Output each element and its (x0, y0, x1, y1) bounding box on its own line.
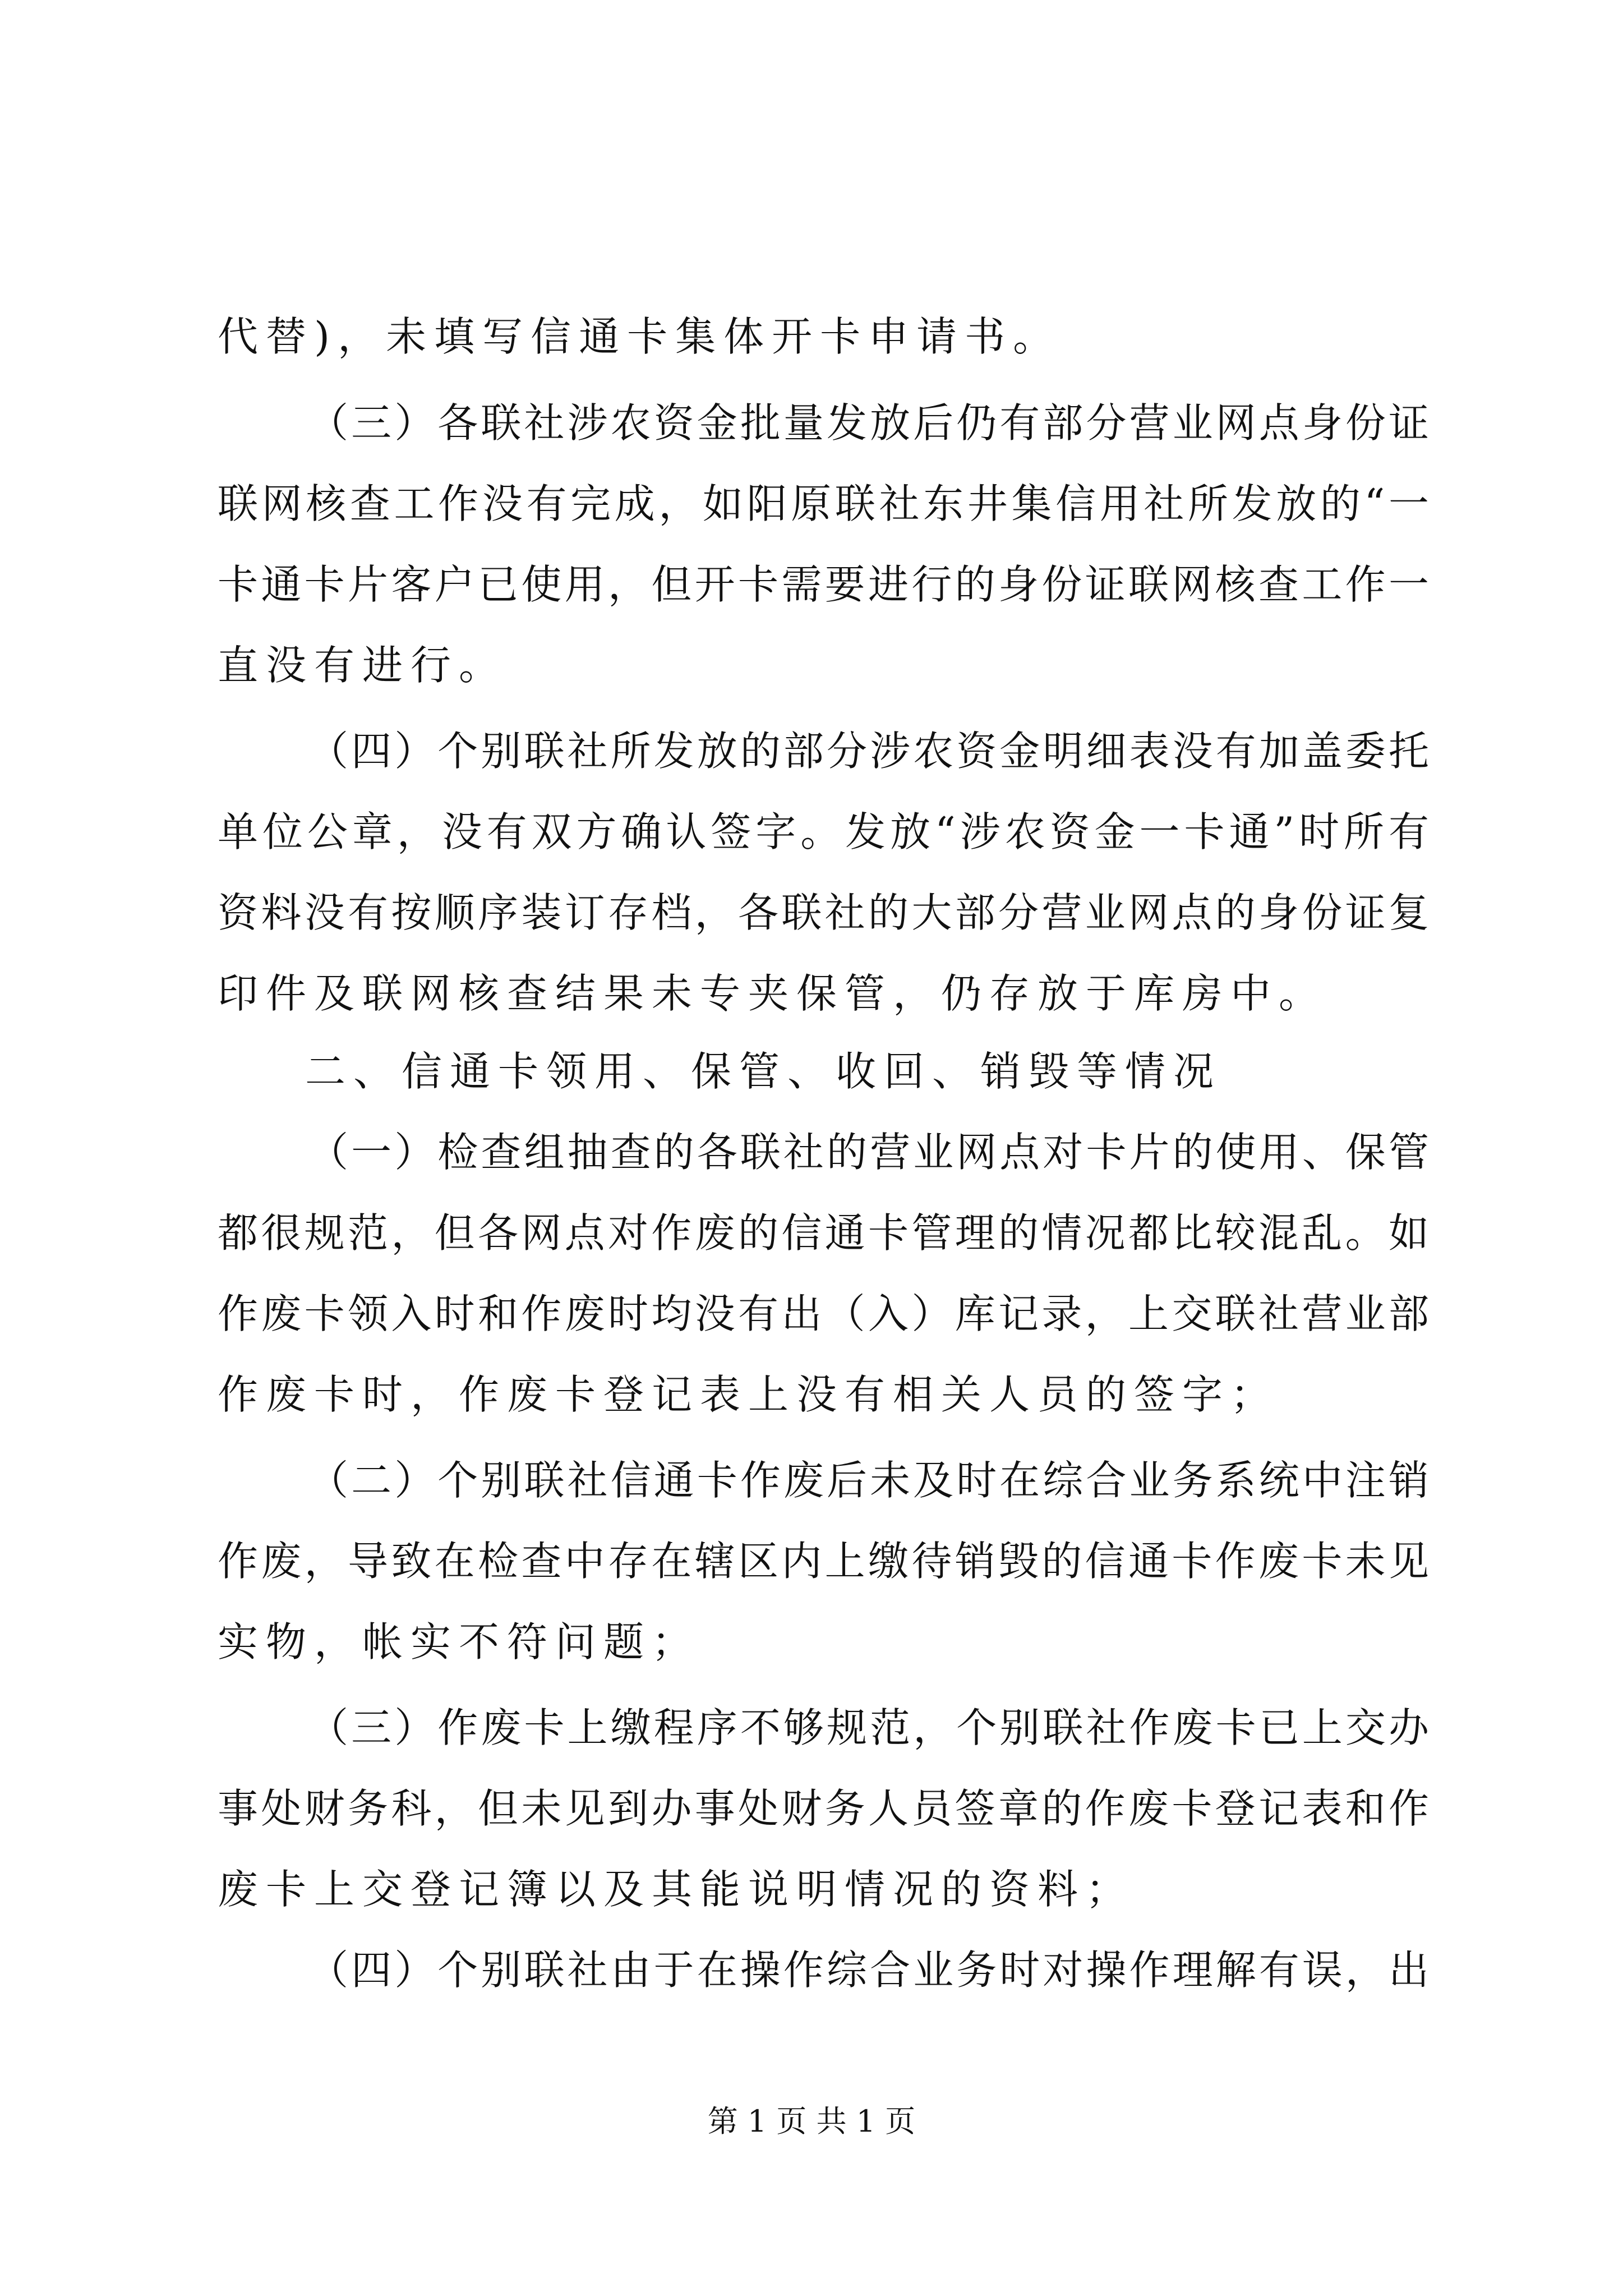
text-line: 作废卡时，作废卡登记表上没有相关人员的签字； (218, 1371, 1279, 1418)
text-line (218, 1129, 1429, 1176)
text-line (218, 399, 1429, 447)
text-line-content: （三）作废卡上缴程序不够规范，个别联社作废卡已上交办 (305, 1704, 1429, 1751)
text-line: 印件及联网核查结果未专夹保管，仍存放于库房中。 (218, 970, 1327, 1017)
text-line-content: （四）个别联社所发放的部分涉农资金明细表没有加盖委托 (305, 728, 1429, 775)
text-line: 单位公章，没有双方确认签字。发放“涉农资金一卡通”时所有 (218, 808, 1429, 855)
page-footer: 第 1 页 共 1 页 (707, 2104, 916, 2139)
text-line: 事处财务科，但未见到办事处财务人员签章的作废卡登记表和作 (218, 1785, 1429, 1832)
text-line: 废卡上交登记簿以及其能说明情况的资料； (218, 1866, 1135, 1913)
text-line-content: （四）个别联社由于在操作综合业务时对操作理解有误，出 (305, 1947, 1429, 1994)
text-line: 都很规范，但各网点对作废的信通卡管理的情况都比较混乱。如 (218, 1209, 1429, 1257)
text-line: 卡通卡片客户已使用，但开卡需要进行的身份证联网核查工作一 (218, 561, 1429, 608)
text-line: 作废卡领入时和作废时均没有出（入）库记录，上交联社营业部 (218, 1290, 1429, 1337)
text-line (218, 728, 1429, 775)
text-line (218, 1704, 1429, 1751)
text-line: 代替)，未填写信通卡集体开卡申请书。 (218, 313, 1062, 360)
text-line (218, 1457, 1429, 1504)
text-line-content: （二）个别联社信通卡作废后未及时在综合业务系统中注销 (305, 1457, 1429, 1504)
text-line: 作废，导致在检查中存在辖区内上缴待销毁的信通卡作废卡未见 (218, 1538, 1429, 1585)
text-line-content: （一）检查组抽查的各联社的营业网点对卡片的使用、保管 (305, 1129, 1429, 1176)
text-line: 实物，帐实不符问题； (218, 1618, 700, 1665)
text-line-content: （三）各联社涉农资金批量发放后仍有部分营业网点身份证 (305, 399, 1429, 447)
text-line: 联网核查工作没有完成，如阳原联社东井集信用社所发放的“一 (218, 480, 1429, 527)
text-line (218, 1947, 1429, 1994)
text-line: 直没有进行。 (218, 642, 508, 689)
text-line: 资料没有按顺序装订存档，各联社的大部分营业网点的身份证复 (218, 889, 1429, 936)
section-heading: 二、信通卡领用、保管、收回、销毁等情况 (305, 1048, 1222, 1095)
